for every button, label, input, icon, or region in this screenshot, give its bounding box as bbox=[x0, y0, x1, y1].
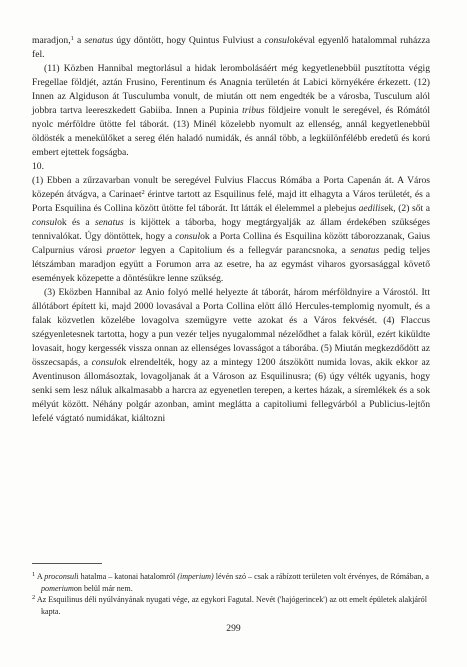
footnote-divider bbox=[32, 563, 102, 564]
page-number: 299 bbox=[226, 623, 241, 634]
main-text bbox=[32, 34, 430, 426]
footnote-ref-1[interactable]: 1 bbox=[70, 35, 74, 42]
paragraph-10-1: (1) Ebben a zűrzavarban vonult be seregével Fulvius Flaccus Rómába a Porta Capenán át. A Város közepén átvágva, a Carinaet$^2$ érintve tartott az Esquilinus felé, majd itt elhagyta a Város területét, és a Porta Esquilina és Collina között ütötte fel táborát. Itt látták el élelemmel a plebejus aedilisek, (2) sőt a consulok és a senatus is kijöttek a táborba, hogy megtárgyalják az állam érdekében szükséges tennivalókat. Úgy döntöttek, hogy a consulok a Porta Collina és Esquilina között táborozzanak, Gaius Calpurnius városi praetor legyen a Capitolium és a fellegvár parancsnoka, a senatus pedig teljes létszámban maradjon együtt a Forumon arra az esetre, ha az egymást viharos gyorsasággal követő események közepette a döntésükre lenne szükség. bbox=[32, 175, 431, 284]
footnote-2: $^2$ Az Esquilinus déli nyúlványának nyugati vége, az egykori Fagutal. Nevét ('hajógerincek') az ott emelt épületek alakjáról kapta. bbox=[32, 594, 427, 616]
paragraph-continuation: maradjon,$^1$ a senatus úgy döntött, hogy Quintus Fulviust a consulokéval egyenlő hatalommal ruházza fel. bbox=[32, 35, 430, 60]
footnotes bbox=[32, 571, 432, 617]
paragraph-10-3: (3) Eközben Hannibal az Anio folyó mellé helyezte át táborát, három mérföldnyire a Várostól. Itt állótábort épített ki, majd 2000 lovasával a Porta Collina elött álló Hercules-templomig nyomult, és a falak közvetlen közelébe lovagolva szemügyre vette azokat és a Város fekvését. (4) Flaccus szégyenletesnek tartotta, hogy a pun vezér teljes nyugalommal nézelődhet a falak körül, ezért kiküldte lovasait, hogy kergessék vissza onnan az ellenséges lovasságot a táborába. (5) Miután megkezdődött az összecsapás, a consulok elrendelték, hogy az a mintegy 1200 átszökött numida lovas, akik ekkor az Aventinuson állomásoztak, lovagoljanak át a Városon az Esquilinusra; (6) úgy vélték ugyanis, hogy senki sem lesz náluk alkalmasabb a harcra az egyenetlen terepen, a kertes házak, a síremlékek és a sok mélyút között. Néhány polgár azonban, amint meglátta a capitoliumi fellegvárból a Publicius-lejtőn lefelé vágtató numidákat, kiáltozni bbox=[32, 287, 430, 424]
paragraph-11: (11) Közben Hannibal megtorlásul a hidak lerombolásáért még kegyetlenebbül pusztította végig Fregellae földjét, aztán Frusino, Ferentinum és Anagnia területén át Labici környékére érkezett. (12) Innen az Algiduson át Tusculumba vonult, de miután ott nem engedték be a városba, Tusculum alól jobbra tartva leereszkedett Gabiiba. Innen a Pupinia tribus földjeire vonult le seregével, és Rómától nyolc mérföldre ütötte fel táborát. (13) Minél közelebb nyomult az ellenség, annál kegyetlenebbül öldösték a menekülőket a sereg élén haladó numidák, és annál több, a legkülönfélébb eredetű és korú embert ejtettek fogságba. bbox=[32, 63, 430, 158]
footnote-ref-2[interactable]: 2 bbox=[141, 189, 145, 196]
chapter-number: 10. bbox=[32, 161, 44, 172]
footnote-1: $^1$ A proconsuli hatalma – katonai hatalomról (imperium) lévén szó – csak a rábízott területen volt érvényes, de Rómában, a pomeriumon belül már nem. bbox=[32, 571, 429, 593]
